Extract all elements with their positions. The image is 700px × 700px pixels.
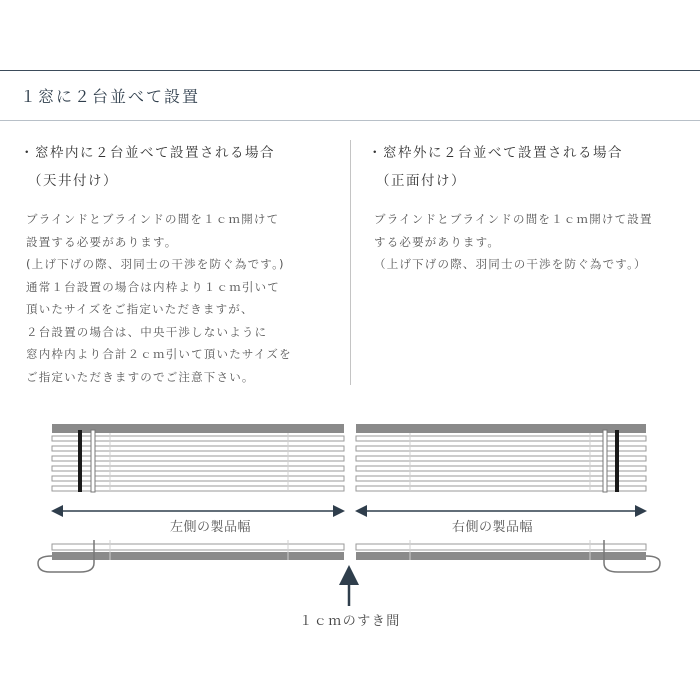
right-blind-front <box>356 424 646 492</box>
body-line: ご指定いただきますのでご注意下さい。 <box>26 369 255 384</box>
right-product-width-label: 右側の製品幅 <box>448 516 537 535</box>
right-cord <box>615 430 619 492</box>
header-bottom-rule <box>0 120 700 121</box>
body-line: （上げ下げの際、羽同士の干渉を防ぐ為です。） <box>374 257 647 271</box>
section-inside-frame <box>20 144 340 388</box>
column-divider <box>350 140 351 385</box>
body-line: ブラインドとブラインドの間を１ｃｍ開けて設置 <box>374 212 653 226</box>
left-wand <box>91 430 95 492</box>
section-heading: ・窓枠内に２台並べて設置される場合 <box>20 145 275 161</box>
gap-label: １ｃｍのすき間 <box>299 614 401 629</box>
left-blind-front <box>52 424 344 492</box>
body-line: ２台設置の場合は、中央干渉しないように <box>26 324 268 339</box>
body-line: ブラインドとブラインドの間を１ｃｍ開けて <box>26 212 280 226</box>
left-product-width-label: 左側の製品幅 <box>166 516 255 535</box>
body-line: する必要があります。 <box>374 234 501 249</box>
right-wand <box>603 430 607 492</box>
section-body <box>374 208 688 276</box>
left-cord <box>78 430 82 492</box>
right-blind-top-view <box>356 540 660 572</box>
section-subheading: （正面付け） <box>376 173 466 189</box>
body-line: 窓内枠内より合計２ｃｍ引いて頂いたサイズを <box>26 347 292 361</box>
header-top-rule <box>0 70 700 71</box>
body-line: 設置する必要があります。 <box>26 234 178 249</box>
left-headrail <box>52 424 344 433</box>
left-blind-top-view <box>38 540 344 572</box>
body-line: (上げ下げの際、羽同士の干渉を防ぐ為です。) <box>26 257 285 271</box>
section-heading: ・窓枠外に２台並べて設置される場合 <box>368 145 623 161</box>
body-line: 通常１台設置の場合は内枠より１ｃｍ引いて <box>26 279 280 294</box>
body-line: 頂いたサイズをご指定いただきますが、 <box>26 302 254 316</box>
section-outside-frame <box>368 144 688 276</box>
page-title: １窓に２台並べて設置 <box>20 87 201 106</box>
section-body <box>26 208 340 388</box>
left-slats <box>52 436 344 491</box>
section-subheading: （天井付け） <box>28 173 118 189</box>
